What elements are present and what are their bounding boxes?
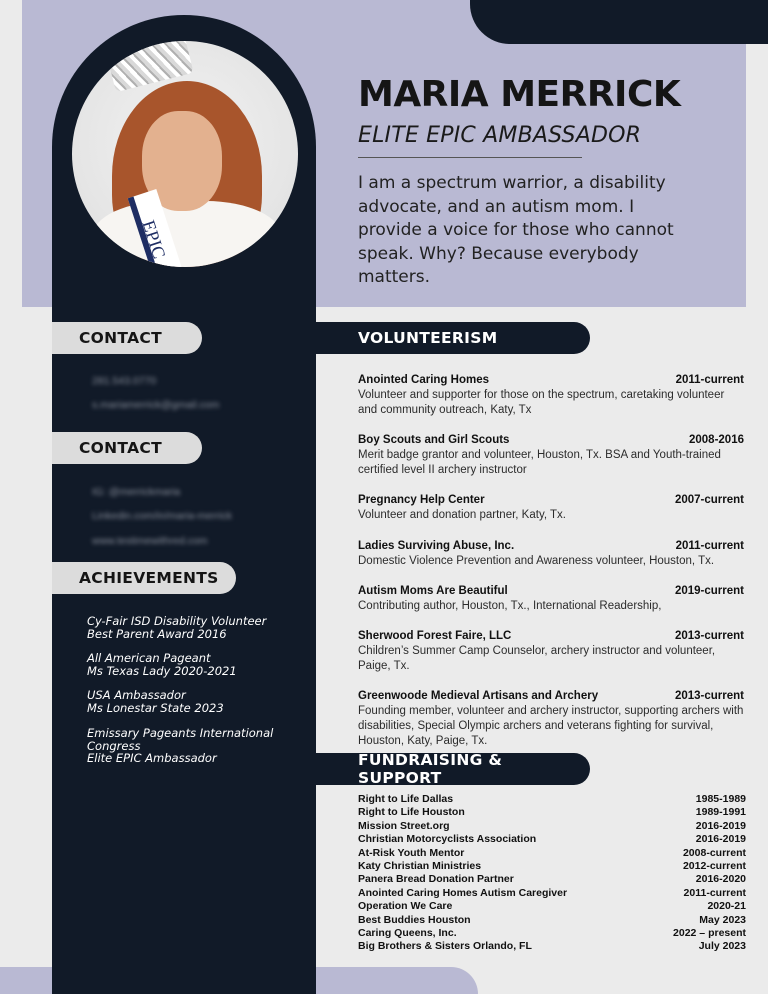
achievement-line: Best Parent Award 2016 xyxy=(87,626,227,641)
fundraising-row xyxy=(358,793,746,806)
org-years: 2011-current xyxy=(683,886,746,899)
sash-text: EPIC xyxy=(138,217,170,261)
org-name: Boy Scouts and Girl Scouts xyxy=(358,434,510,446)
achievement-item xyxy=(87,615,307,640)
volunteerism-heading: VOLUNTEERISM xyxy=(316,322,590,354)
fundraising-row xyxy=(358,940,746,953)
achievement-line: USA Ambassador xyxy=(87,688,186,702)
org-years: 1989-1991 xyxy=(695,806,746,819)
bio-paragraph: I am a spectrum warrior, a disability advocate, and an autism mom. I provide a voice for those who cannot speak. Why? Because everybody matters. xyxy=(358,173,674,287)
achievement-line: Congress xyxy=(87,738,141,753)
org-name: Anointed Caring Homes xyxy=(358,374,489,386)
org-years: May 2023 xyxy=(699,913,746,926)
org-description: Children’s Summer Camp Counselor, archery instructor and volunteer, Paige, Tx. xyxy=(358,645,716,672)
achievement-line: All American Pageant xyxy=(87,651,211,665)
org-years: 2019-current xyxy=(674,585,744,597)
org-description: Domestic Violence Prevention and Awareness volunteer, Houston, Tx. xyxy=(358,555,715,567)
org-years: 2008-current xyxy=(682,846,746,859)
org-name: Autism Moms Are Beautiful xyxy=(358,585,508,597)
org-name: Operation We Care xyxy=(358,900,453,913)
org-years: 1985-1989 xyxy=(695,793,746,805)
fundraising-list xyxy=(358,793,746,954)
title-divider xyxy=(358,157,582,158)
org-years: 2020-21 xyxy=(707,900,746,913)
fundraising-row xyxy=(358,847,746,860)
org-name: Anointed Caring Homes Autism Caregiver xyxy=(358,886,568,899)
org-name: Ladies Surviving Abuse, Inc. xyxy=(358,540,515,552)
achievement-line: Emissary Pageants International xyxy=(87,726,274,740)
org-years: 2013-current xyxy=(674,630,744,642)
org-name: Christian Motorcyclists Association xyxy=(358,833,537,846)
contact-linkedin[interactable]: Linkedin.com/in/maria-merrick xyxy=(92,510,233,522)
org-name: Panera Bread Donation Partner xyxy=(358,873,514,886)
achievement-line: Cy-Fair ISD Disability Volunteer xyxy=(87,614,267,628)
org-years: 2012-current xyxy=(682,860,746,873)
contact-phone[interactable]: 281.543.0770 xyxy=(92,375,157,387)
org-name: Right to Life Dallas xyxy=(358,793,454,805)
fundraising-row xyxy=(358,914,746,927)
achievement-item xyxy=(87,689,307,714)
volunteer-entry xyxy=(358,584,744,614)
org-description: Contributing author, Houston, Tx., International Readership, xyxy=(358,600,662,612)
org-name: At-Risk Youth Mentor xyxy=(358,846,465,859)
volunteer-entry xyxy=(358,373,744,418)
volunteer-entry xyxy=(358,433,744,478)
org-years: 2013-current xyxy=(674,690,744,702)
contact-heading: CONTACT xyxy=(52,322,202,354)
org-name: Right to Life Houston xyxy=(358,806,465,819)
fundraising-row xyxy=(358,887,746,900)
org-years: 2007-current xyxy=(674,494,744,506)
volunteer-entry xyxy=(358,493,744,523)
fundraising-row xyxy=(358,873,746,886)
fundraising-row xyxy=(358,806,746,819)
org-description: Volunteer and donation partner, Katy, Tx. xyxy=(358,509,566,521)
contact-website[interactable]: www.testimewithred.com xyxy=(92,535,208,547)
contact-email[interactable]: s.mariamerrick@gmail.com xyxy=(92,399,220,411)
achievement-item xyxy=(87,727,307,765)
org-years: 2016-2020 xyxy=(695,873,746,886)
org-years: 2016-2019 xyxy=(695,819,746,832)
fundraising-row xyxy=(358,833,746,846)
contact-instagram[interactable]: IG: @merrickmaria xyxy=(92,486,181,498)
org-years: July 2023 xyxy=(698,940,746,953)
org-years: 2011-current xyxy=(675,374,744,386)
achievement-line: Ms Texas Lady 2020-2021 xyxy=(87,663,237,678)
org-years: 2016-2019 xyxy=(695,833,746,846)
org-years: 2011-current xyxy=(675,540,744,552)
achievement-item xyxy=(87,652,307,677)
fundraising-heading: FUNDRAISING & SUPPORT xyxy=(316,753,590,785)
person-title: ELITE EPIC AMBASSADOR xyxy=(358,123,642,148)
achievement-line: Elite EPIC Ambassador xyxy=(87,751,217,765)
org-description: Founding member, volunteer and archery instructor, supporting archers with disabilities, Special Olympic archers and veterans fighting for survival, Houston, Katy, Paige, Tx. xyxy=(358,705,744,747)
person-name: MARIA MERRICK xyxy=(358,74,681,115)
org-name: Big Brothers & Sisters Orlando, FL xyxy=(358,940,532,953)
fundraising-row xyxy=(358,927,746,940)
org-description: Volunteer and supporter for those on the spectrum, caretaking volunteer and community outreach, Katy, Tx xyxy=(358,389,725,416)
volunteer-entry xyxy=(358,689,744,749)
achievements-heading: ACHIEVEMENTS xyxy=(52,562,236,594)
volunteer-entry xyxy=(358,629,744,674)
org-years: 2022 – present xyxy=(673,927,746,940)
social-contact-heading: CONTACT xyxy=(52,432,202,464)
org-name: Sherwood Forest Faire, LLC xyxy=(358,630,512,642)
corner-decoration xyxy=(470,0,768,44)
fundraising-row xyxy=(358,820,746,833)
achievement-line: Ms Lonestar State 2023 xyxy=(87,700,224,715)
volunteer-entry xyxy=(358,539,744,569)
fundraising-row xyxy=(358,900,746,913)
profile-photo xyxy=(72,41,298,267)
org-name: Mission Street.org xyxy=(358,819,450,832)
org-description: Merit badge grantor and volunteer, Houston, Tx. BSA and Youth-trained certified level II archery instructor xyxy=(358,449,721,476)
org-name: Best Buddies Houston xyxy=(358,913,471,926)
org-name: Pregnancy Help Center xyxy=(358,494,485,506)
org-years: 2008-2016 xyxy=(689,434,744,446)
org-name: Katy Christian Ministries xyxy=(358,860,482,873)
fundraising-row xyxy=(358,860,746,873)
org-name: Caring Queens, Inc. xyxy=(358,927,457,940)
org-name: Greenwoode Medieval Artisans and Archery xyxy=(358,690,599,702)
